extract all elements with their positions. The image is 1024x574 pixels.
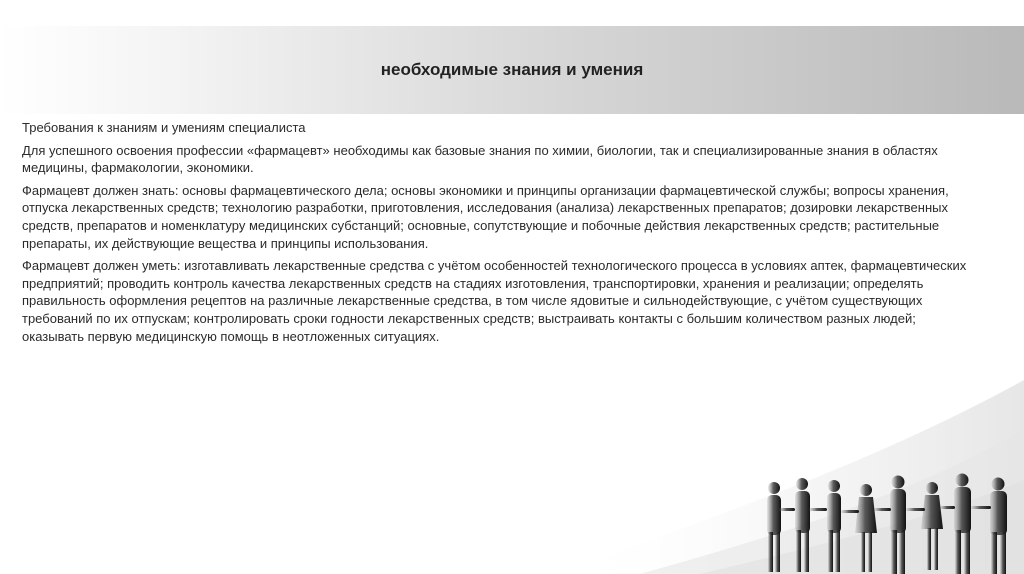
paragraph-requirements-heading: Требования к знаниям и умениям специалиста bbox=[22, 120, 306, 135]
person-silhouette bbox=[921, 482, 943, 570]
paragraph-must-be-able: Фармацевт должен уметь: изготавливать лекарственные средства с учётом особенностей технологического процесса в условиях аптек, фармацевтических предприятий; проводить контроль качества лекарственных средств на стадиях изготовления, транспортировки, хранения и реализации; определять правильность оформления рецептов на различные лекарственные средства, в том числе ядовитые и сильнодействующие, с учётом существующих требований по их отпускам; контролировать сроки годности лекарственных средств; выстраивать контакты с большим количеством разных людей; оказывать первую медицинскую помощь в неотложенных ситуациях. bbox=[22, 258, 967, 344]
slide-title: необходимые знания и умения bbox=[380, 60, 644, 79]
slide-body bbox=[22, 119, 974, 350]
person-silhouette bbox=[767, 482, 781, 572]
paragraph-knowledge-base: Для успешного освоения профессии «фармацевт» необходимы как базовые знания по химии, биологии, так и специализированные знания в областях медицины, фармакологии, экономики. bbox=[22, 142, 938, 176]
paragraph-must-know: Фармацевт должен знать: основы фармацевтического дела; основы экономики и принципы организации фармацевтической службы; вопросы хранения, отпуска лекарственных средств; технологию разработки, приготовления, исследования (анализа) лекарственных препаратов; дозировки лекарственных средств, препаратов и номенклатуру медицинских субстанций; основные, сопутствующие и побочные действия лекарственных средств; растительные препараты, их действующие вещества и принципы использования. bbox=[22, 182, 949, 251]
person-silhouette bbox=[954, 474, 971, 574]
people-holding-hands-image bbox=[744, 464, 1024, 574]
person-silhouette bbox=[795, 478, 810, 572]
person-silhouette bbox=[990, 478, 1007, 574]
person-silhouette bbox=[890, 476, 906, 574]
person-silhouette bbox=[827, 480, 841, 572]
person-silhouette bbox=[855, 484, 877, 572]
